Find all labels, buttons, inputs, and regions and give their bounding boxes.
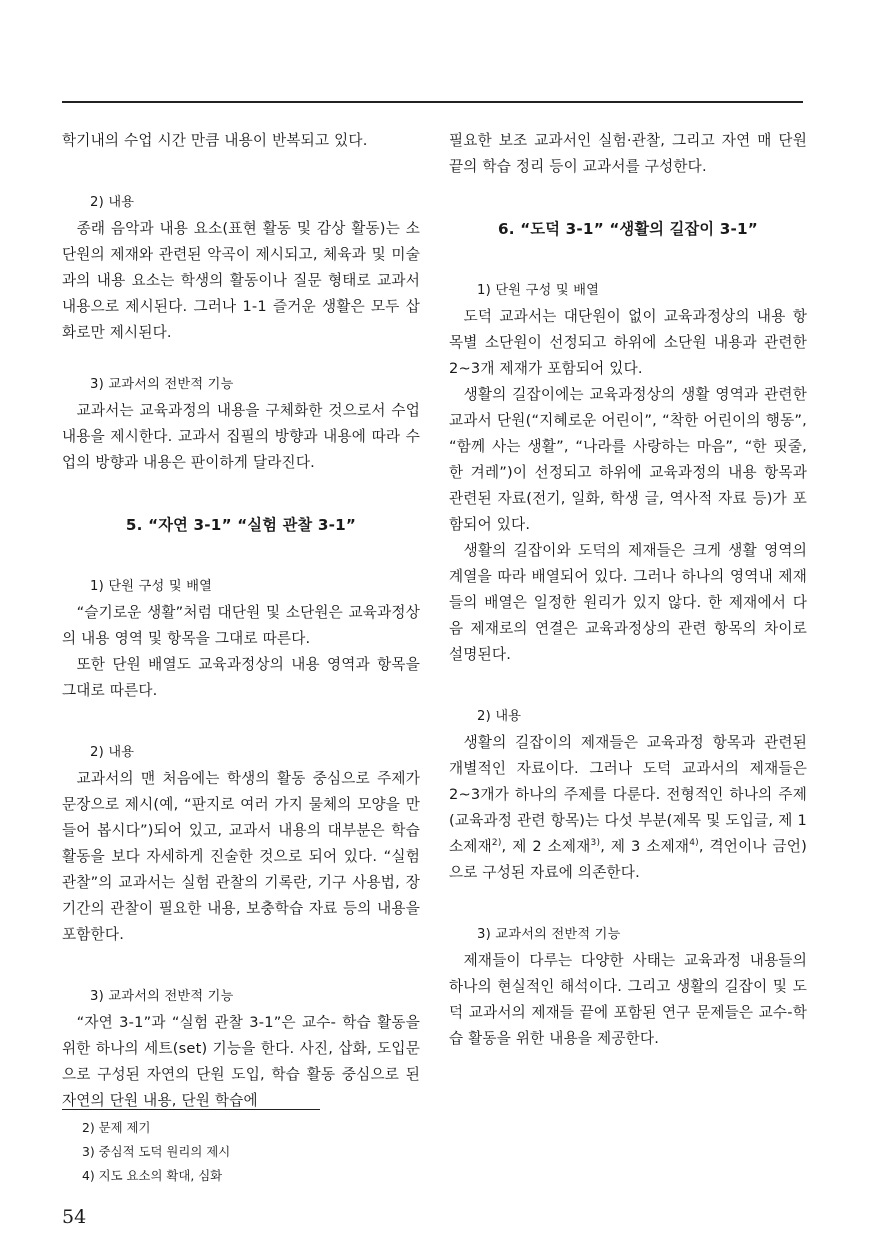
paragraph: “슬기로운 생활”처럼 대단원 및 소단원은 교육과정상의 내용 영역 및 항목을 그대로 따른다. <box>62 604 420 647</box>
footnote-rule <box>62 1109 320 1110</box>
subheading: 2) 내용 <box>90 195 135 210</box>
section-heading: 6. “도덕 3-1” “생활의 길잡이 3-1” <box>498 220 758 238</box>
subheading: 1) 단원 구성 및 배열 <box>477 283 600 298</box>
paragraph-text: , 제 2 소제재 <box>501 838 591 855</box>
paragraph: 생활의 길잡이에는 교육과정상의 생활 영역과 관련한 교과서 단원(“지혜로운 어린이”, “착한 어린이의 행동”, “함께 사는 생활”, “나라를 사랑하는 마음”, “한 핏줄, 한 겨레”)이 선정되고 하위에 교육과정의 내용 항목과 관련된 자료(전기, 일화, 학생 글, 역사적 자료 등)가 포함되어 있다. <box>449 386 807 533</box>
paragraph-text: , 제 3 소제재 <box>600 838 690 855</box>
paragraph: 필요한 보조 교과서인 실험·관찰, 그리고 자연 매 단원 끝의 학습 정리 등이 교과서를 구성한다. <box>449 132 807 175</box>
right-column <box>449 128 807 1052</box>
footnote: 4) 지도 요소의 확대, 심화 <box>82 1168 223 1183</box>
paragraph: 생활의 길잡이와 도덕의 제재들은 크게 생활 영역의 계열을 따라 배열되어 있다. 그러나 하나의 영역내 제재들의 배열은 일정한 원리가 있지 않다. 한 제재에서 다음 제재로의 연결은 교육과정상의 관련 항목의 차이로 설명된다. <box>449 542 807 663</box>
footnote-ref: 3) <box>590 838 601 849</box>
subheading: 2) 내용 <box>477 709 522 724</box>
paragraph: 제재들이 다루는 다양한 사태는 교육과정 내용들의 하나의 현실적인 해석이다. 그리고 생활의 길잡이 및 도덕 교과서의 제재들 끝에 포함된 연구 문제들은 교수-학습 활동을 위한 내용을 제공한다. <box>449 952 807 1047</box>
paragraph: 종래 음악과 내용 요소(표현 활동 및 감상 활동)는 소단원의 제재와 관련된 악곡이 제시되고, 체육과 및 미술과의 내용 요소는 학생의 활동이나 질문 형태로 교과서 내용으로 제시된다. 그러나 1-1 즐거운 생활은 모두 삽화로만 제시된다. <box>62 220 420 341</box>
paragraph: “자연 3-1”과 “실험 관찰 3-1”은 교수- 학습 활동을 위한 하나의 세트(set) 기능을 한다. 사진, 삽화, 도입문으로 구성된 자연의 단원 도입, 학습 활동 중심으로 된 자연의 단원 내용, 단원 학습에 <box>62 1014 420 1109</box>
paragraph <box>449 730 807 886</box>
footnote-ref: 4) <box>689 838 699 849</box>
footnote: 2) 문제 제기 <box>82 1120 151 1135</box>
footnotes <box>82 1116 230 1188</box>
header-rule <box>62 101 803 103</box>
subheading: 2) 내용 <box>90 745 135 760</box>
paragraph-text: , 격언이나 금언)으로 구성된 자료에 의존한다. <box>449 838 807 881</box>
left-column <box>62 128 420 1114</box>
page-number: 54 <box>62 1206 87 1228</box>
paragraph: 교과서는 교육과정의 내용을 구체화한 것으로서 수업 내용을 제시한다. 교과서 집필의 방향과 내용에 따라 수업의 방향과 내용은 판이하게 달라진다. <box>62 402 420 471</box>
footnote: 3) 중심적 도덕 원리의 제시 <box>82 1144 231 1159</box>
subheading: 3) 교과서의 전반적 기능 <box>90 989 234 1004</box>
paragraph-text: 생활의 길잡이의 제재들은 교육과정 항목과 관련된 개별적인 자료이다. 그러나 도덕 교과서의 제재들은 2~3개가 하나의 주제를 다룬다. 전형적인 하나의 주제(교육과정 관련 항목)는 다섯 부분(제목 및 도입글, 제 1 소제재 <box>449 734 807 855</box>
subheading: 3) 교과서의 전반적 기능 <box>90 377 234 392</box>
subheading: 3) 교과서의 전반적 기능 <box>477 927 621 942</box>
subheading: 1) 단원 구성 및 배열 <box>90 579 213 594</box>
paragraph: 교과서의 맨 처음에는 학생의 활동 중심으로 주제가 문장으로 제시(예, “판지로 여러 가지 물체의 모양을 만들어 봅시다”)되어 있고, 교과서 내용의 대부분은 학습 활동을 보다 자세하게 진술한 것으로 되어 있다. “실험 관찰”의 교과서는 실험 관찰의 기록란, 기구 사용법, 장기간의 관찰이 필요한 내용, 보충학습 자료 등의 내용을 포함한다. <box>62 770 420 943</box>
paragraph: 또한 단원 배열도 교육과정상의 내용 영역과 항목을 그대로 따른다. <box>62 656 420 699</box>
paragraph: 도덕 교과서는 대단원이 없이 교육과정상의 내용 항목별 소단원이 선정되고 하위에 소단원 내용과 관련한 2~3개 제재가 포함되어 있다. <box>449 308 807 377</box>
paragraph: 학기내의 수업 시간 만큼 내용이 반복되고 있다. <box>62 132 368 149</box>
section-heading: 5. “자연 3-1” “실험 관찰 3-1” <box>125 516 357 534</box>
footnote-ref: 2) <box>491 838 502 849</box>
